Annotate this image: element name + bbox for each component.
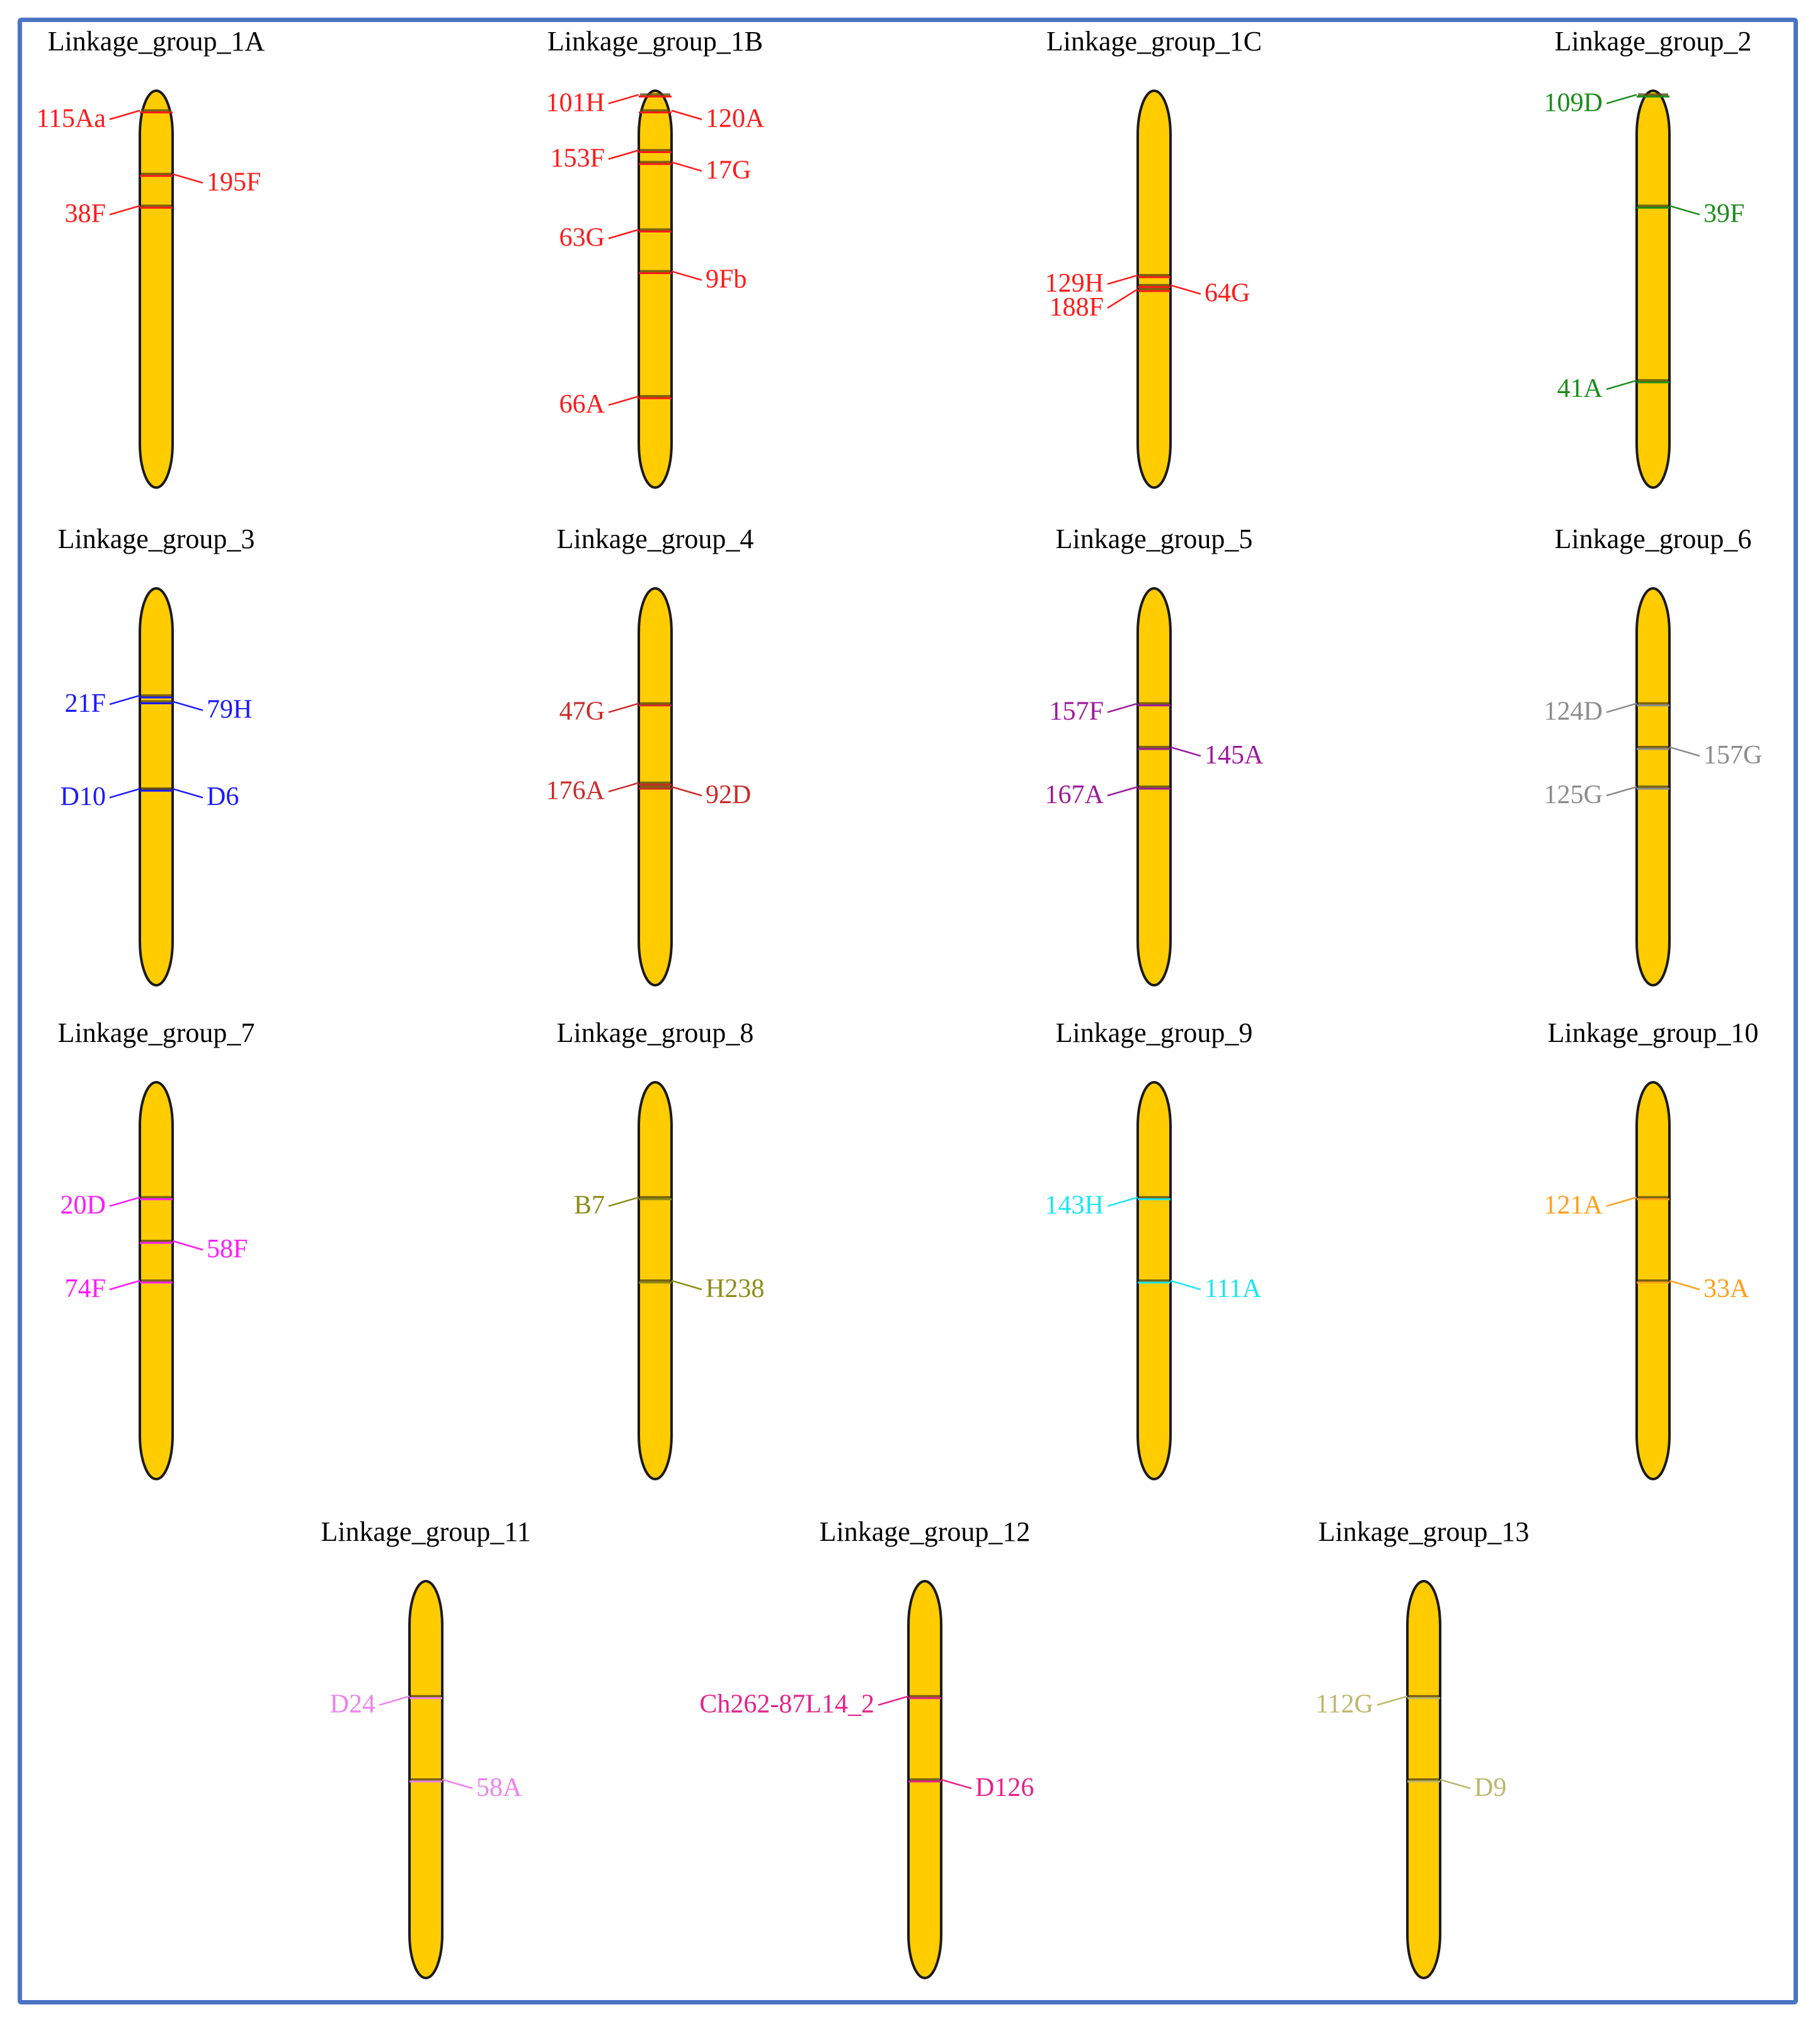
- group-title: Linkage_group_10: [1547, 1017, 1759, 1048]
- marker-label: 157F: [1049, 697, 1104, 726]
- marker-leader-line: [1107, 275, 1138, 284]
- marker-leader-line: [672, 111, 702, 120]
- marker-leader-line: [110, 111, 140, 120]
- marker-label: D9: [1474, 1773, 1507, 1802]
- marker-label: 92D: [706, 780, 752, 809]
- marker-leader-line: [173, 702, 203, 711]
- marker-leader-line: [672, 162, 702, 171]
- marker-label: 109D: [1543, 88, 1603, 118]
- marker-leader-line: [1170, 747, 1201, 756]
- marker-leader-line: [1107, 787, 1138, 796]
- marker-leader-line: [1107, 704, 1138, 712]
- marker-label: 129H: [1044, 268, 1104, 298]
- marker-leader-line: [1170, 285, 1201, 294]
- marker-leader-line: [878, 1696, 908, 1705]
- marker-label: 21F: [64, 689, 106, 719]
- linkage-group: [58, 523, 255, 985]
- marker-leader-line: [110, 206, 140, 215]
- marker-label: 115Aa: [36, 104, 106, 134]
- marker-leader-line: [110, 1281, 140, 1289]
- chromosome-bar: [1637, 91, 1669, 488]
- marker-label: 176A: [546, 776, 605, 806]
- group-title: Linkage_group_4: [556, 523, 754, 554]
- marker-label: 17G: [706, 156, 752, 185]
- marker-label: 64G: [1205, 278, 1251, 308]
- marker-label: 101H: [546, 88, 605, 118]
- linkage-group: [1045, 1017, 1262, 1479]
- linkage-group: [1544, 26, 1752, 488]
- marker-leader-line: [1669, 1281, 1700, 1289]
- marker-leader-line: [442, 1780, 472, 1788]
- linkage-group: [37, 26, 265, 488]
- linkage-group: [321, 1516, 530, 1978]
- marker-leader-line: [1377, 1696, 1407, 1705]
- marker-leader-line: [173, 1241, 203, 1250]
- group-title: Linkage_group_1B: [547, 26, 764, 57]
- marker-leader-line: [1107, 289, 1138, 308]
- marker-label: D10: [60, 782, 106, 812]
- group-title: Linkage_group_3: [57, 523, 255, 554]
- chromosome-bar: [140, 588, 173, 985]
- marker-label: 38F: [64, 199, 106, 229]
- marker-leader-line: [609, 94, 639, 103]
- chromosome-bar: [140, 91, 173, 488]
- marker-label: B7: [573, 1191, 605, 1220]
- marker-label: 145A: [1205, 741, 1264, 770]
- marker-leader-line: [1606, 787, 1637, 796]
- group-title: Linkage_group_5: [1055, 523, 1253, 554]
- marker-label: 120A: [706, 104, 765, 134]
- group-title: Linkage_group_1A: [47, 26, 265, 57]
- marker-leader-line: [609, 230, 639, 239]
- marker-leader-line: [672, 1281, 702, 1289]
- marker-label: 153F: [550, 144, 605, 173]
- marker-leader-line: [609, 1198, 639, 1206]
- marker-leader-line: [110, 789, 140, 798]
- marker-leader-line: [1107, 1198, 1138, 1206]
- group-title: Linkage_group_8: [556, 1017, 754, 1048]
- marker-leader-line: [941, 1780, 971, 1788]
- marker-label: 63G: [559, 223, 605, 253]
- marker-leader-line: [1669, 206, 1700, 215]
- linkage-group: [699, 1516, 1034, 1978]
- marker-leader-line: [609, 783, 639, 792]
- marker-leader-line: [173, 789, 203, 798]
- marker-label: D24: [329, 1690, 375, 1719]
- group-title: Linkage_group_9: [1055, 1017, 1253, 1048]
- marker-leader-line: [672, 272, 702, 280]
- group-title: Linkage_group_13: [1318, 1516, 1530, 1547]
- marker-leader-line: [1606, 704, 1637, 712]
- marker-leader-line: [609, 396, 639, 405]
- marker-label: 124D: [1543, 697, 1603, 726]
- group-title: Linkage_group_2: [1554, 26, 1752, 57]
- linkage-group: [1315, 1516, 1529, 1978]
- group-title: Linkage_group_11: [321, 1516, 531, 1547]
- marker-leader-line: [110, 695, 140, 704]
- marker-leader-line: [110, 1198, 140, 1206]
- marker-leader-line: [1606, 1198, 1637, 1206]
- marker-label: Ch262-87L14_2: [699, 1690, 874, 1719]
- marker-label: 143H: [1044, 1191, 1104, 1220]
- marker-leader-line: [1606, 94, 1637, 103]
- group-title: Linkage_group_12: [819, 1516, 1031, 1547]
- marker-label: 74F: [64, 1274, 106, 1303]
- marker-label: D126: [975, 1773, 1034, 1802]
- group-title: Linkage_group_1C: [1046, 26, 1262, 57]
- marker-label: H238: [706, 1274, 765, 1303]
- marker-label: D6: [207, 782, 239, 812]
- marker-leader-line: [1606, 380, 1637, 389]
- marker-leader-line: [609, 151, 639, 159]
- marker-leader-line: [1170, 1281, 1201, 1289]
- linkage-group: [557, 1017, 765, 1479]
- linkage-group: [1045, 26, 1262, 488]
- marker-label: 125G: [1543, 780, 1603, 809]
- marker-label: 111A: [1205, 1274, 1262, 1303]
- marker-label: 9Fb: [706, 265, 747, 294]
- marker-label: 121A: [1543, 1191, 1603, 1220]
- marker-label: 47G: [559, 697, 605, 726]
- linkage-group: [546, 523, 754, 985]
- marker-label: 33A: [1703, 1274, 1749, 1303]
- marker-label: 195F: [207, 168, 261, 197]
- marker-leader-line: [379, 1696, 409, 1705]
- linkage-group: [58, 1017, 255, 1479]
- group-title: Linkage_group_7: [57, 1017, 255, 1048]
- marker-leader-line: [1440, 1780, 1470, 1788]
- marker-label: 157G: [1703, 741, 1763, 770]
- marker-label: 58F: [207, 1235, 248, 1264]
- marker-label: 167A: [1044, 780, 1104, 809]
- marker-leader-line: [672, 787, 702, 796]
- linkage-group: [1045, 523, 1264, 985]
- linkage-group: [1544, 523, 1763, 985]
- marker-label: 79H: [207, 695, 253, 724]
- marker-label: 20D: [60, 1191, 106, 1220]
- marker-label: 188F: [1049, 292, 1104, 322]
- marker-label: 66A: [559, 390, 605, 420]
- marker-label: 112G: [1315, 1690, 1373, 1719]
- marker-leader-line: [1669, 747, 1700, 756]
- marker-leader-line: [173, 174, 203, 183]
- marker-label: 39F: [1703, 199, 1745, 229]
- marker-label: 41A: [1557, 374, 1603, 403]
- linkage-group: [1544, 1017, 1759, 1479]
- group-title: Linkage_group_6: [1554, 523, 1752, 554]
- marker-leader-line: [609, 704, 639, 712]
- linkage-group: [546, 26, 765, 488]
- marker-label: 58A: [476, 1773, 522, 1802]
